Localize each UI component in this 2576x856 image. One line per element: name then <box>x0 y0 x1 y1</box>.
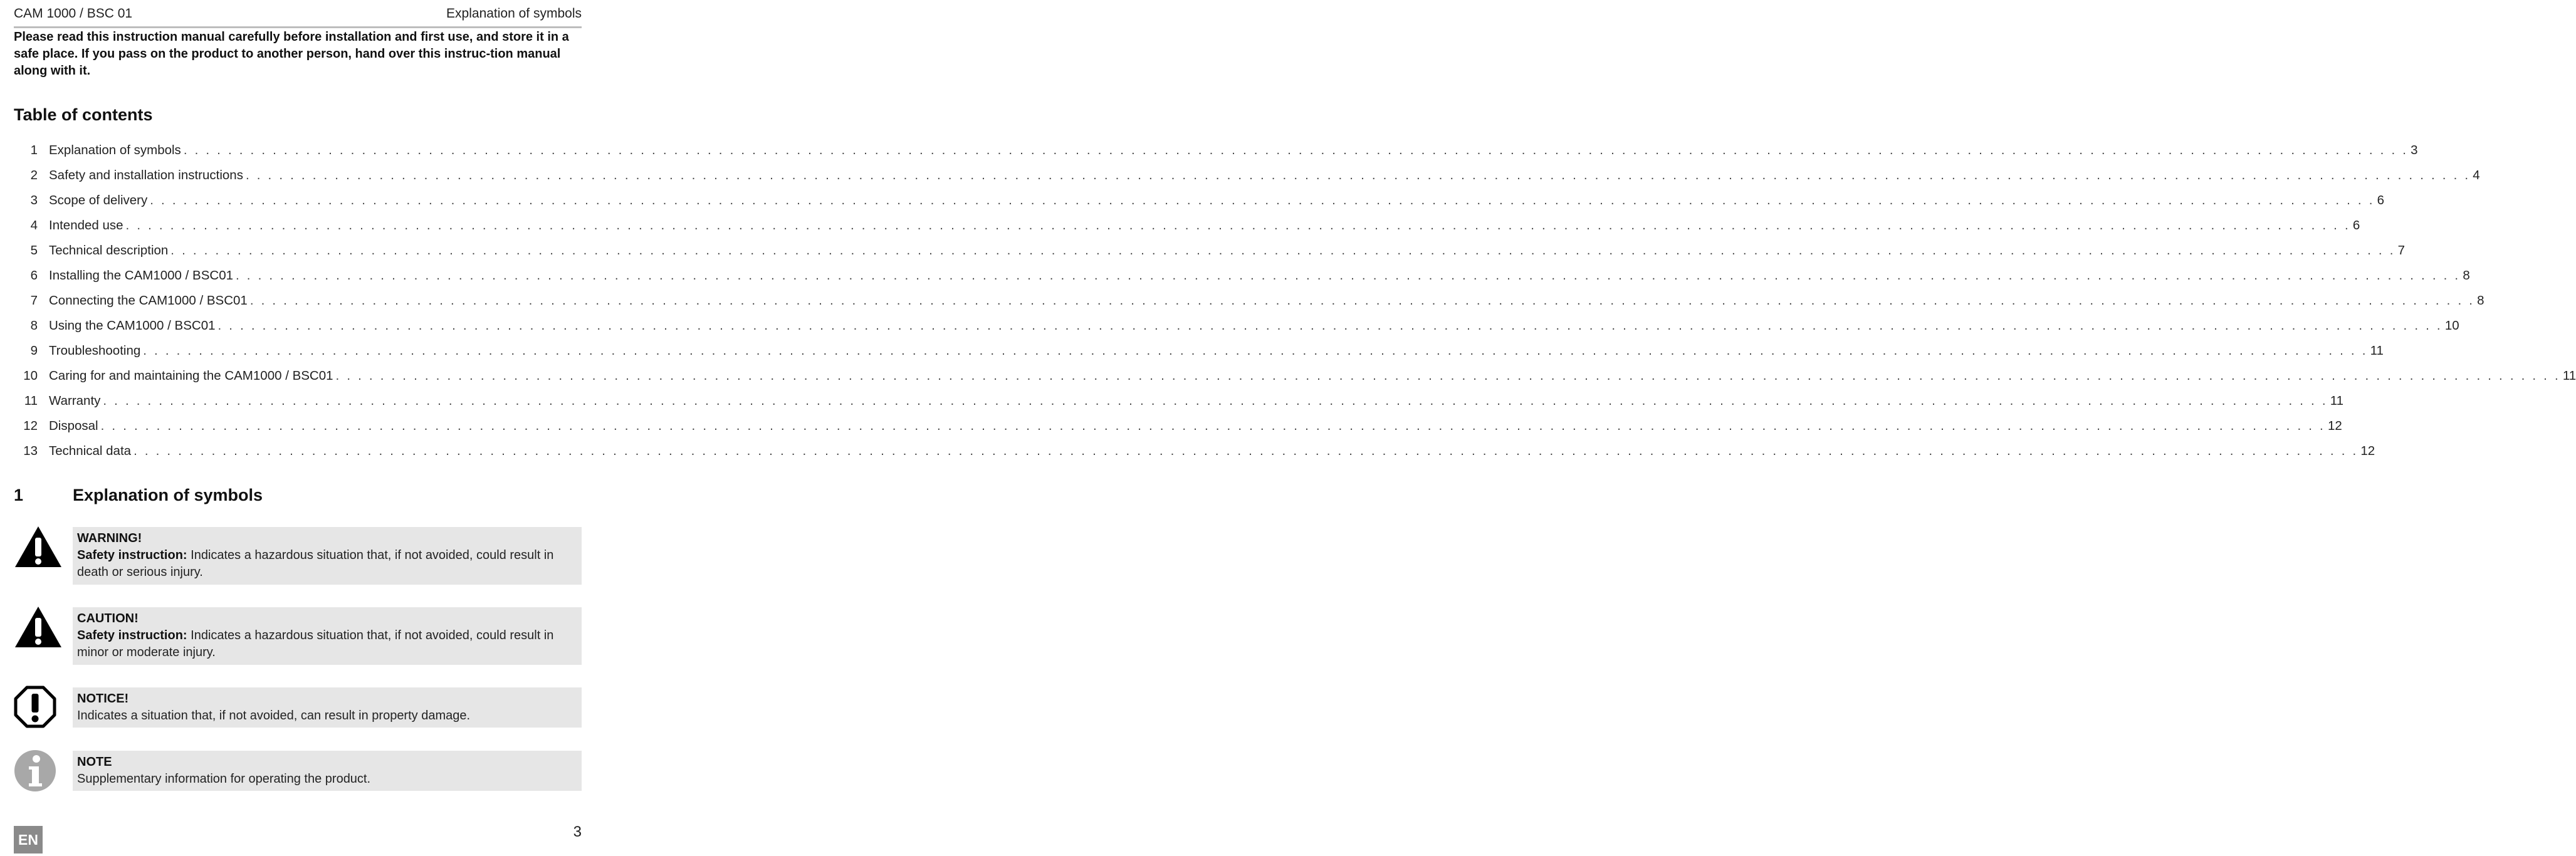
table-of-contents <box>14 138 2576 464</box>
toc-entry-page: 10 <box>2444 318 2459 333</box>
warning-prefix: Safety instruction: <box>77 548 187 562</box>
toc-entry[interactable] <box>14 389 2343 414</box>
toc-entry-page: 6 <box>2352 218 2360 232</box>
toc-entry-title: Technical data <box>49 444 132 458</box>
header-section: Explanation of symbols <box>446 6 582 21</box>
toc-entry-leader: . . . . . . . . . . . . . . . . . . . . . . . . . . . . . . . . . . . . . . . . . . . . . . . . . . . . . . . . . . . . . . . . . . . . . . . . . . . . . . . . . . . . . . . . . . . . . . . . . . . . . . . . . . . . . . . . . . . . . . . . . . . . . . . . . . . . . . . . . . . . . . . . . . . . . . . . . . . . . . . . . . . . . . . . . . . . . . . . . . . . . . . . . . . . . . . . . . . . . . . . <box>103 394 2328 408</box>
notice-box <box>73 687 582 728</box>
notice-text: Indicates a situation that, if not avoided, can result in property damage. <box>77 709 471 723</box>
toc-entry-number: 4 <box>30 218 38 232</box>
toc-entry[interactable] <box>14 363 2576 389</box>
toc-entry-title: Troubleshooting <box>49 343 141 358</box>
toc-entry-title: Connecting the CAM1000 / BSC01 <box>49 293 248 308</box>
toc-entry-title: Warranty <box>49 394 101 408</box>
language-badge: EN <box>14 826 43 853</box>
toc-entry-number: 13 <box>23 444 38 458</box>
toc-entry-page: 7 <box>2397 243 2406 258</box>
toc-entry-number: 10 <box>23 368 38 383</box>
section-title: Explanation of symbols <box>73 486 263 504</box>
toc-entry-page: 11 <box>2330 394 2343 408</box>
toc-entry[interactable] <box>14 313 2459 338</box>
toc-entry-page: 11 <box>2370 343 2384 358</box>
warning-label: WARNING! <box>77 531 142 545</box>
toc-title: Table of contents <box>14 105 153 124</box>
caution-label: CAUTION! <box>77 612 139 625</box>
toc-entry[interactable] <box>14 238 2406 263</box>
toc-entry-title: Installing the CAM1000 / BSC01 <box>49 268 233 283</box>
toc-entry-number: 1 <box>30 143 38 157</box>
toc-entry-number: 2 <box>30 168 38 182</box>
page-number: 3 <box>573 823 582 840</box>
note-text: Supplementary information for operating the product. <box>77 772 371 786</box>
toc-entry-leader: . . . . . . . . . . . . . . . . . . . . . . . . . . . . . . . . . . . . . . . . . . . . . . . . . . . . . . . . . . . . . . . . . . . . . . . . . . . . . . . . . . . . . . . . . . . . . . . . . . . . . . . . . . . . . . . . . . . . . . . . . . . . . . . . . . . . . . . . . . . . . . . . . . . . . . . . . . . . . . . . . . . . . . . . . . . . . . . . . . . . . . . . . . . . . . . . . . . . . . . . <box>134 444 2359 458</box>
toc-entry-page: 4 <box>2473 168 2480 182</box>
toc-entry-leader: . . . . . . . . . . . . . . . . . . . . . . . . . . . . . . . . . . . . . . . . . . . . . . . . . . . . . . . . . . . . . . . . . . . . . . . . . . . . . . . . . . . . . . . . . . . . . . . . . . . . . . . . . . . . . . . . . . . . . . . . . . . . . . . . . . . . . . . . . . . . . . . . . . . . . . . . . . . . . . . . . . . . . . . . . . . . . . . . . . . . . . . . . . . . . . . . . . . . . . . . <box>236 268 2461 283</box>
toc-entry-page: 12 <box>2360 444 2375 458</box>
toc-entry[interactable] <box>14 138 2418 163</box>
toc-entry-title: Caring for and maintaining the CAM1000 / BSC01 <box>49 368 333 383</box>
toc-entry-number: 5 <box>30 243 38 258</box>
toc-entry-page: 12 <box>2327 419 2342 433</box>
toc-entry-number: 6 <box>30 268 38 283</box>
toc-entry-title: Explanation of symbols <box>49 143 181 157</box>
toc-entry-title: Scope of delivery <box>49 193 148 207</box>
caution-prefix: Safety instruction: <box>77 629 187 642</box>
toc-entry[interactable] <box>14 338 2384 363</box>
toc-entry-leader: . . . . . . . . . . . . . . . . . . . . . . . . . . . . . . . . . . . . . . . . . . . . . . . . . . . . . . . . . . . . . . . . . . . . . . . . . . . . . . . . . . . . . . . . . . . . . . . . . . . . . . . . . . . . . . . . . . . . . . . . . . . . . . . . . . . . . . . . . . . . . . . . . . . . . . . . . . . . . . . . . . . . . . . . . . . . . . . . . . . . . . . . . . . . . . . . . . . . . . . . <box>335 368 2560 383</box>
toc-entry-leader: . . . . . . . . . . . . . . . . . . . . . . . . . . . . . . . . . . . . . . . . . . . . . . . . . . . . . . . . . . . . . . . . . . . . . . . . . . . . . . . . . . . . . . . . . . . . . . . . . . . . . . . . . . . . . . . . . . . . . . . . . . . . . . . . . . . . . . . . . . . . . . . . . . . . . . . . . . . . . . . . . . . . . . . . . . . . . . . . . . . . . . . . . . . . . . . . . . . . . . . . <box>100 419 2325 433</box>
toc-entry-title: Using the CAM1000 / BSC01 <box>49 318 216 333</box>
note-label: NOTE <box>77 755 112 769</box>
toc-entry-page: 8 <box>2463 268 2470 283</box>
notice-label: NOTICE! <box>77 692 129 706</box>
toc-entry[interactable] <box>14 439 2375 464</box>
header-product: CAM 1000 / BSC 01 <box>14 6 133 21</box>
toc-entry[interactable] <box>14 213 2360 238</box>
note-box <box>73 751 582 791</box>
page-header <box>14 5 582 28</box>
toc-entry-number: 7 <box>30 293 38 308</box>
toc-entry-leader: . . . . . . . . . . . . . . . . . . . . . . . . . . . . . . . . . . . . . . . . . . . . . . . . . . . . . . . . . . . . . . . . . . . . . . . . . . . . . . . . . . . . . . . . . . . . . . . . . . . . . . . . . . . . . . . . . . . . . . . . . . . . . . . . . . . . . . . . . . . . . . . . . . . . . . . . . . . . . . . . . . . . . . . . . . . . . . . . . . . . . . . . . . . . . . . . . . . . . . . . <box>150 193 2375 207</box>
toc-entry-page: 8 <box>2477 293 2484 308</box>
toc-entry-number: 8 <box>30 318 38 333</box>
toc-entry-title: Intended use <box>49 218 123 232</box>
toc-entry-leader: . . . . . . . . . . . . . . . . . . . . . . . . . . . . . . . . . . . . . . . . . . . . . . . . . . . . . . . . . . . . . . . . . . . . . . . . . . . . . . . . . . . . . . . . . . . . . . . . . . . . . . . . . . . . . . . . . . . . . . . . . . . . . . . . . . . . . . . . . . . . . . . . . . . . . . . . . . . . . . . . . . . . . . . . . . . . . . . . . . . . . . . . . . . . . . . . . . . . . . . . <box>143 343 2368 358</box>
toc-entry-page: 3 <box>2411 143 2418 157</box>
toc-entry-leader: . . . . . . . . . . . . . . . . . . . . . . . . . . . . . . . . . . . . . . . . . . . . . . . . . . . . . . . . . . . . . . . . . . . . . . . . . . . . . . . . . . . . . . . . . . . . . . . . . . . . . . . . . . . . . . . . . . . . . . . . . . . . . . . . . . . . . . . . . . . . . . . . . . . . . . . . . . . . . . . . . . . . . . . . . . . . . . . . . . . . . . . . . . . . . . . . . . . . . . . . <box>183 143 2409 157</box>
toc-entry-number: 11 <box>24 394 38 408</box>
toc-entry-title: Technical description <box>49 243 169 258</box>
caution-triangle-icon <box>14 605 63 649</box>
toc-entry[interactable] <box>14 288 2484 313</box>
toc-entry-page: 11 <box>2562 368 2576 383</box>
toc-entry[interactable] <box>14 188 2384 213</box>
caution-text: Indicates a hazardous situation that, if not avoided, could result in minor or moderate injury. <box>77 629 554 659</box>
toc-entry-title: Safety and installation instructions <box>49 168 243 182</box>
toc-entry[interactable] <box>14 414 2342 439</box>
section-number: 1 <box>14 486 24 504</box>
toc-entry-leader: . . . . . . . . . . . . . . . . . . . . . . . . . . . . . . . . . . . . . . . . . . . . . . . . . . . . . . . . . . . . . . . . . . . . . . . . . . . . . . . . . . . . . . . . . . . . . . . . . . . . . . . . . . . . . . . . . . . . . . . . . . . . . . . . . . . . . . . . . . . . . . . . . . . . . . . . . . . . . . . . . . . . . . . . . . . . . . . . . . . . . . . . . . . . . . . . . . . . . . . . <box>217 318 2442 333</box>
warning-text: Indicates a hazardous situation that, if not avoided, could result in death or serious injury. <box>77 548 554 579</box>
intro-paragraph: Please read this instruction manual carefully before installation and first use, and store it in a safe place. If you pass on the product to another person, hand over this instruc-tion manual along with it. <box>14 30 569 78</box>
toc-entry-number: 9 <box>30 343 38 358</box>
info-circle-icon <box>14 749 56 792</box>
toc-entry-number: 3 <box>30 193 38 207</box>
warning-box <box>73 527 582 585</box>
warning-triangle-icon <box>14 525 63 569</box>
caution-box <box>73 607 582 665</box>
notice-octagon-icon <box>14 686 56 728</box>
toc-entry-number: 12 <box>23 419 38 433</box>
toc-entry[interactable] <box>14 263 2470 288</box>
toc-entry-leader: . . . . . . . . . . . . . . . . . . . . . . . . . . . . . . . . . . . . . . . . . . . . . . . . . . . . . . . . . . . . . . . . . . . . . . . . . . . . . . . . . . . . . . . . . . . . . . . . . . . . . . . . . . . . . . . . . . . . . . . . . . . . . . . . . . . . . . . . . . . . . . . . . . . . . . . . . . . . . . . . . . . . . . . . . . . . . . . . . . . . . . . . . . . . . . . . . . . . . . . . <box>125 218 2350 232</box>
toc-entry-leader: . . . . . . . . . . . . . . . . . . . . . . . . . . . . . . . . . . . . . . . . . . . . . . . . . . . . . . . . . . . . . . . . . . . . . . . . . . . . . . . . . . . . . . . . . . . . . . . . . . . . . . . . . . . . . . . . . . . . . . . . . . . . . . . . . . . . . . . . . . . . . . . . . . . . . . . . . . . . . . . . . . . . . . . . . . . . . . . . . . . . . . . . . . . . . . . . . . . . . . . . <box>170 243 2395 258</box>
toc-entry[interactable] <box>14 163 2480 188</box>
toc-entry-title: Disposal <box>49 419 98 433</box>
toc-entry-leader: . . . . . . . . . . . . . . . . . . . . . . . . . . . . . . . . . . . . . . . . . . . . . . . . . . . . . . . . . . . . . . . . . . . . . . . . . . . . . . . . . . . . . . . . . . . . . . . . . . . . . . . . . . . . . . . . . . . . . . . . . . . . . . . . . . . . . . . . . . . . . . . . . . . . . . . . . . . . . . . . . . . . . . . . . . . . . . . . . . . . . . . . . . . . . . . . . . . . . . . . <box>249 293 2475 308</box>
toc-entry-page: 6 <box>2377 193 2384 207</box>
toc-entry-leader: . . . . . . . . . . . . . . . . . . . . . . . . . . . . . . . . . . . . . . . . . . . . . . . . . . . . . . . . . . . . . . . . . . . . . . . . . . . . . . . . . . . . . . . . . . . . . . . . . . . . . . . . . . . . . . . . . . . . . . . . . . . . . . . . . . . . . . . . . . . . . . . . . . . . . . . . . . . . . . . . . . . . . . . . . . . . . . . . . . . . . . . . . . . . . . . . . . . . . . . . <box>245 168 2471 182</box>
